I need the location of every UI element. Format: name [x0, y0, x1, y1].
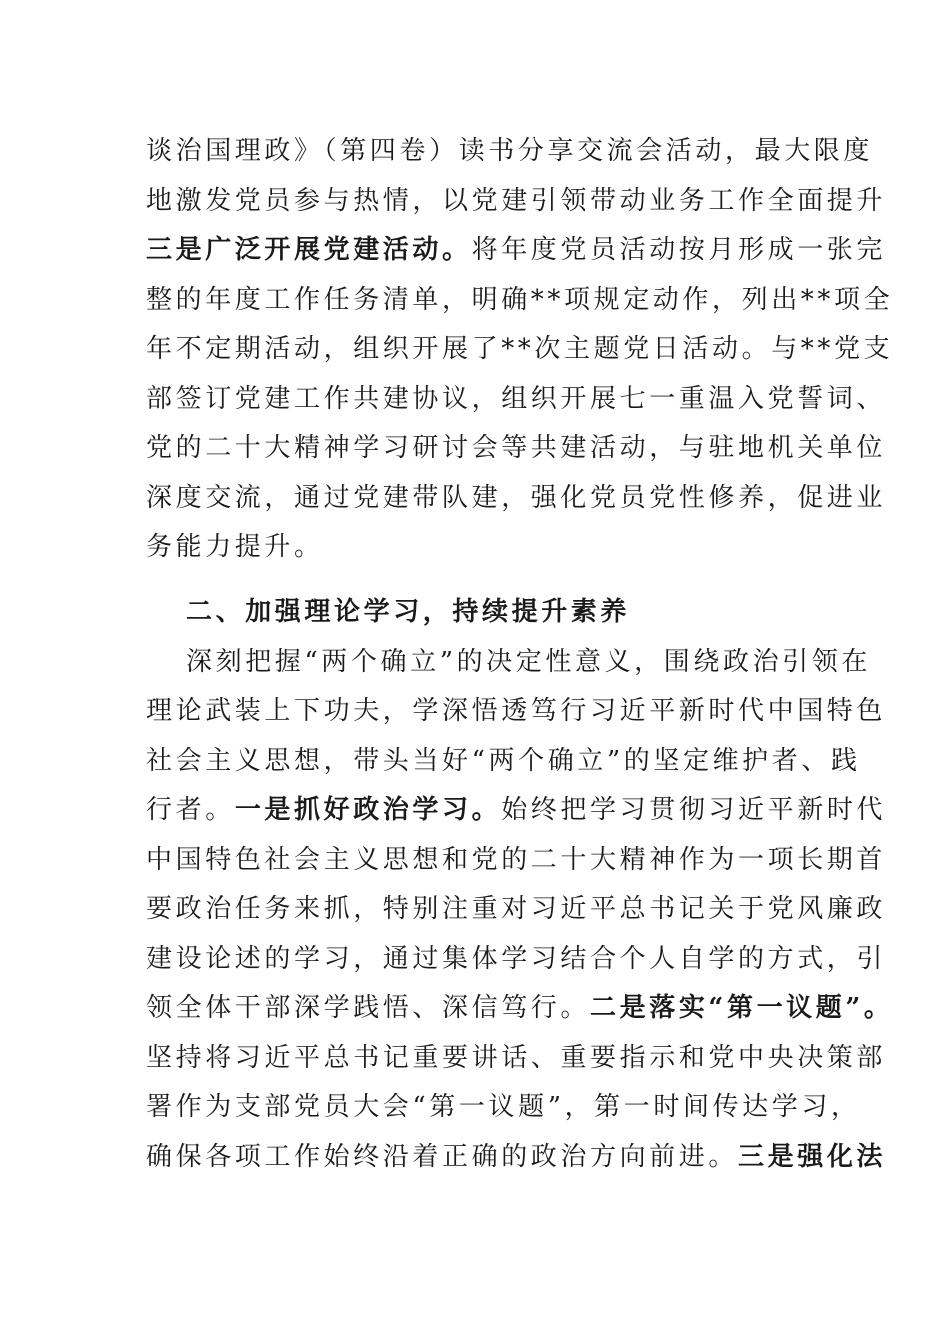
text-line: [146, 1133, 887, 1183]
text-line: [146, 226, 887, 276]
text-line: 年不定期活动，组织开展了**次主题党日活动。与**党支: [146, 334, 894, 364]
text-line: 务能力提升。: [146, 532, 324, 562]
bold-subheading: 三是广泛开展党建活动。: [146, 235, 472, 265]
text-line: 党的二十大精神学习研讨会等共建活动，与驻地机关单位: [146, 433, 887, 463]
text-line: 深刻把握“两个确立”的决定性意义，围绕政治引领在: [186, 646, 871, 677]
text-line: 部签订党建工作共建协议，组织开展七一重温入党誓词、: [146, 383, 887, 414]
paragraph-party-activities: [146, 127, 894, 573]
text-run: 确保各项工作始终沿着正确的政治方向前进。: [146, 1141, 739, 1172]
bold-subheading: 三是强化法: [738, 1141, 887, 1172]
text-line: 社会主义思想，带头当好“两个确立”的坚定维护者、践: [146, 745, 861, 776]
text-run: 将年度党员活动按月形成一张完: [471, 235, 887, 265]
text-line: [146, 984, 894, 1034]
bold-subheading: 一是抓好政治学习。: [234, 795, 502, 825]
section-heading: 二、加强理论学习，持续提升素养: [186, 597, 631, 627]
text-line: 建设论述的学习，通过集体学习结合个人自学的方式，引: [146, 943, 887, 974]
text-line: 谈治国理政》（第四卷）读书分享交流会活动，最大限度: [146, 136, 874, 166]
text-line: 深度交流，通过党建带队建，强化党员党性修养，促进业: [146, 482, 887, 513]
section-theory-study: [146, 588, 894, 1182]
text-line: 整的年度工作任务清单，明确**项规定动作，列出**项全: [146, 284, 894, 315]
bold-subheading: 二是落实“第一议题”。: [590, 993, 894, 1023]
text-line: 坚持将习近平总书记重要讲话、重要指示和党中央决策部: [146, 1042, 887, 1073]
text-line: [146, 786, 887, 836]
text-line: 地激发党员参与热情，以党建引领带动业务工作全面提升: [146, 185, 887, 216]
text-run: 领全体干部深学践悟、深信笃行。: [146, 993, 591, 1023]
text-run: 行者。: [146, 795, 235, 825]
text-line: 中国特色社会主义思想和党的二十大精神作为一项长期首: [146, 844, 887, 875]
text-line: 要政治任务来抓，特别注重对习近平总书记关于党风廉政: [146, 894, 887, 924]
text-line: 署作为支部党员大会“第一议题”，第一时间传达学习，: [146, 1092, 861, 1122]
text-run: 始终把学习贯彻习近平新时代: [501, 795, 887, 825]
text-line: 理论武装上下功夫，学深悟透笃行习近平新时代中国特色: [146, 696, 887, 726]
